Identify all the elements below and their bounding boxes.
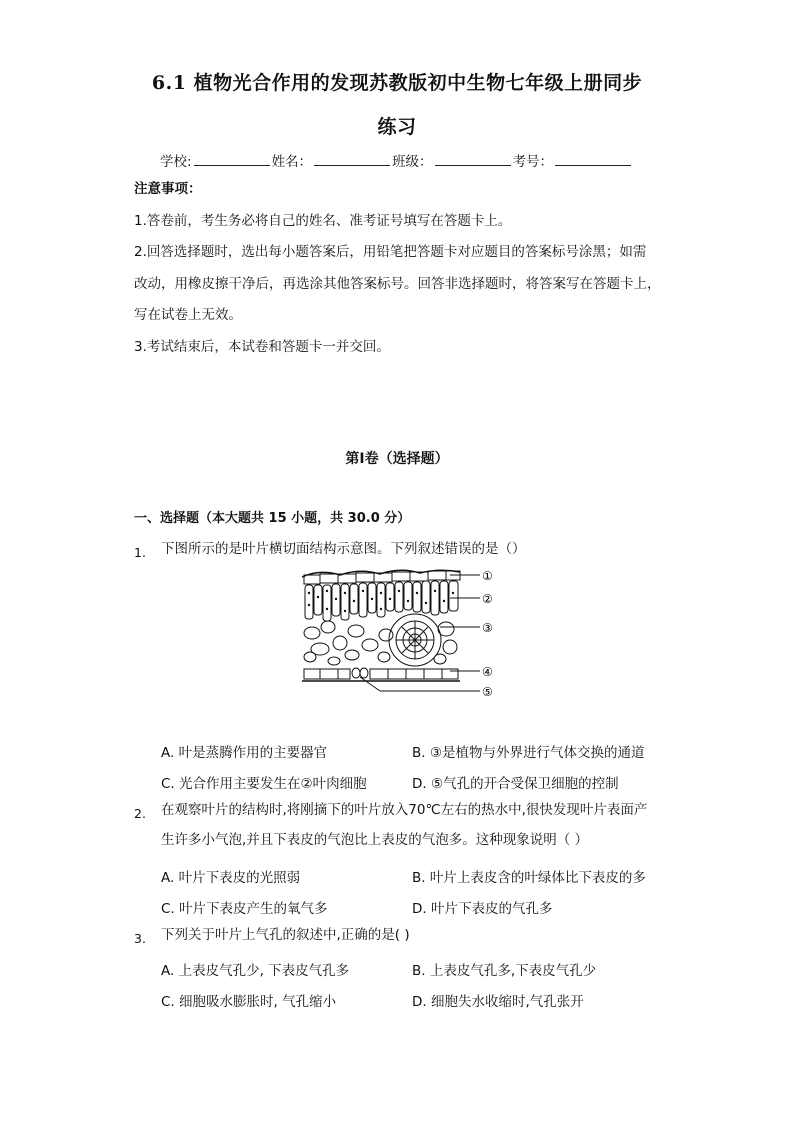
notes-item-2-line3: 写在试卷上无效。 — [134, 307, 242, 323]
figure-label-5: ⑤ — [482, 685, 493, 699]
question-1-option-d[interactable]: D. ⑤气孔的开合受保卫细胞的控制 — [412, 776, 619, 792]
page-title-line2: 练习 — [377, 116, 417, 138]
leaf-cross-section-diagram — [300, 565, 500, 700]
question-2-option-d[interactable]: D. 叶片下表皮的气孔多 — [412, 901, 553, 917]
volume-heading: 第I卷（选择题） — [345, 451, 449, 467]
question-1-option-a[interactable]: A. 叶是蒸腾作用的主要器官 — [161, 745, 328, 761]
question-3-option-a[interactable]: A. 上表皮气孔少, 下表皮气孔多 — [161, 963, 350, 979]
figure-label-2: ② — [482, 592, 493, 606]
name-label: 姓名： — [271, 154, 313, 170]
question-1-stem: 下图所示的是叶片横切面结构示意图。下列叙述错误的是（） — [161, 541, 526, 557]
figure-label-3: ③ — [482, 621, 493, 635]
notes-item-2-line2: 改动，用橡皮擦干净后，再选涂其他答案标号。回答非选择题时，将答案写在答题卡上， — [134, 276, 661, 292]
figure-label-1: ① — [482, 569, 493, 583]
question-3-number: 3. — [134, 931, 146, 946]
notes-item-1: 1.答卷前，考生务必将自己的姓名、准考证号填写在答题卡上。 — [134, 213, 512, 229]
question-3-option-d[interactable]: D. 细胞失水收缩时,气孔张开 — [412, 994, 584, 1010]
question-2-stem-line2: 生许多小气泡,并且下表皮的气泡比上表皮的气泡多。这种现象说明（ ） — [161, 832, 589, 848]
notes-item-2-line1: 2.回答选择题时，选出每小题答案后，用铅笔把答题卡对应题目的答案标号涂黑；如需 — [134, 244, 647, 260]
question-1-option-c[interactable]: C. 光合作用主要发生在②叶肉细胞 — [161, 776, 367, 792]
number-label: 考号： — [512, 154, 554, 170]
question-2-stem-line1: 在观察叶片的结构时,将刚摘下的叶片放入70℃左右的热水中,很快发现叶片表面产 — [161, 802, 648, 818]
page-title: 6.1 植物光合作用的发现苏教版初中生物七年级上册同步 — [151, 72, 643, 94]
question-2-number: 2. — [134, 806, 146, 821]
question-3-option-b[interactable]: B. 上表皮气孔多,下表皮气孔少 — [412, 963, 597, 979]
student-info-line — [160, 150, 631, 170]
question-2-option-a[interactable]: A. 叶片下表皮的光照弱 — [161, 870, 301, 886]
question-2-option-c[interactable]: C. 叶片下表皮产生的氧气多 — [161, 901, 328, 917]
school-blank[interactable] — [194, 153, 270, 166]
question-3-option-c[interactable]: C. 细胞吸水膨胀时, 气孔缩小 — [161, 994, 337, 1010]
notes-item-3: 3.考试结束后，本试卷和答题卡一并交回。 — [134, 339, 390, 355]
question-1-option-b[interactable]: B. ③是植物与外界进行气体交换的通道 — [412, 745, 645, 761]
class-blank[interactable] — [435, 153, 511, 166]
part-heading: 一、选择题（本大题共 15 小题，共 30.0 分） — [134, 511, 411, 526]
name-blank[interactable] — [314, 153, 390, 166]
number-blank[interactable] — [555, 153, 631, 166]
question-2-option-b[interactable]: B. 叶片上表皮含的叶绿体比下表皮的多 — [412, 870, 646, 886]
school-label: 学校: — [160, 154, 192, 170]
figure-label-4: ④ — [482, 665, 493, 679]
class-label: 班级： — [392, 154, 433, 170]
notes-heading: 注意事项： — [134, 181, 202, 197]
question-1-number: 1. — [134, 545, 146, 560]
question-3-stem: 下列关于叶片上气孔的叙述中,正确的是( ) — [161, 927, 410, 943]
